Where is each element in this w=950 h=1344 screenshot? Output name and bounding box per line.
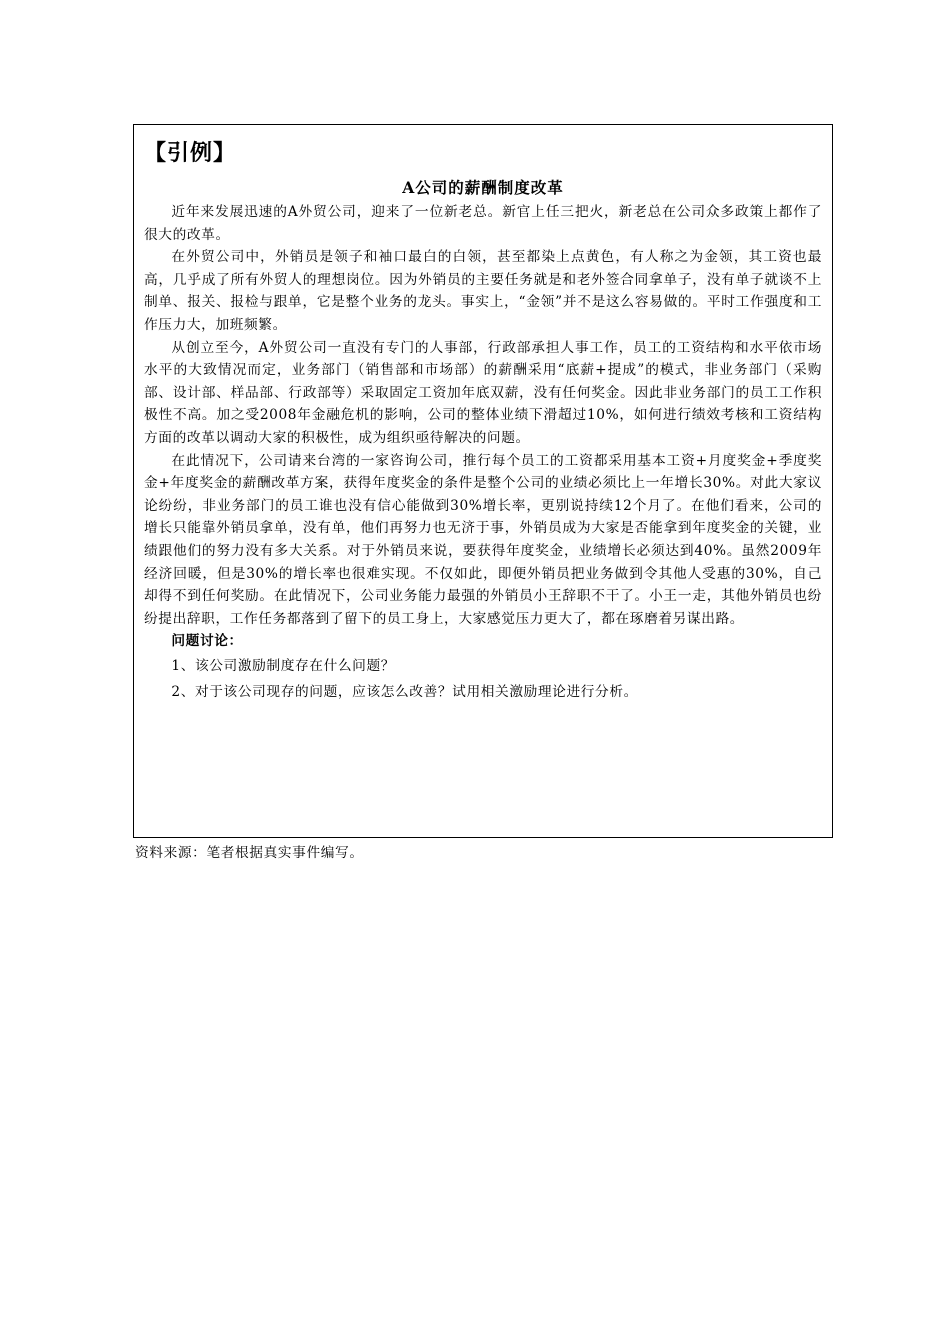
discussion-heading: 问题讨论： — [171, 633, 243, 650]
case-title: A公司的薪酬制度改革 — [402, 178, 564, 197]
case-paragraph: 从创立至今，A外贸公司一直没有专门的人事部，行政部承担人事工作，员工的工资结构和水平依市场水平的大致情况而定，业务部门（销售部和市场部）的薪酬采用“底薪+提成”的模式，非业务部门（采购部、设计部、样品部、行政部等）采取固定工资加年底双薪，没有任何奖金。因此非业务部门的员工工作积极性不高。加之受2008年金融危机的影响，公司的整体业绩下滑超过10%，如何进行绩效考核和工资结构方面的改革以调动大家的积极性，成为组织亟待解决的问题。 — [144, 339, 822, 446]
source-note: 资料来源：笔者根据真实事件编写。 — [135, 845, 364, 861]
case-study-box — [133, 124, 833, 838]
case-paragraph: 在此情况下，公司请来台湾的一家咨询公司，推行每个员工的工资都采用基本工资+月度奖金+季度奖金+年度奖金的薪酬改革方案，获得年度奖金的条件是整个公司的业绩必须比上一年增长30%。对此大家议论纷纷，非业务部门的员工谁也没有信心能做到30%增长率，更别说持续12个月了。在他们看来，公司的增长只能靠外销员拿单，没有单，他们再努力也无济于事，外销员成为大家是否能拿到年度奖金的关键，业绩跟他们的努力没有多大关系。对于外销员来说，要获得年度奖金，业绩增长必须达到40%。虽然2009年经济回暖，但是30%的增长率也很难实现。不仅如此，即便外销员把业务做到令其他人受惠的30%，自己却得不到任何奖励。在此情况下，公司业务能力最强的外销员小王辞职不干了。小王一走，其他外销员也纷纷提出辞职，工作任务都落到了留下的员工身上，大家感觉压力更大了，都在琢磨着另谋出路。 — [144, 452, 822, 627]
discussion-question: 2、对于该公司现存的问题，应该怎么改善？试用相关激励理论进行分析。 — [171, 683, 638, 700]
case-paragraph: 近年来发展迅速的A外贸公司，迎来了一位新老总。新官上任三把火，新老总在公司众多政策上都作了很大的改革。 — [144, 204, 822, 243]
case-paragraph: 在外贸公司中，外销员是领子和袖口最白的白领，甚至都染上点黄色，有人称之为金领，其工资也最高，几乎成了所有外贸人的理想岗位。因为外销员的主要任务就是和老外签合同拿单子，没有单子就谈不上制单、报关、报检与跟单，它是整个业务的龙头。事实上，“金领”并不是这么容易做的。平时工作强度和工作压力大，加班频繁。 — [144, 249, 822, 333]
discussion-question: 1、该公司激励制度存在什么问题？ — [171, 657, 396, 674]
case-label: 【引例】 — [144, 141, 237, 166]
